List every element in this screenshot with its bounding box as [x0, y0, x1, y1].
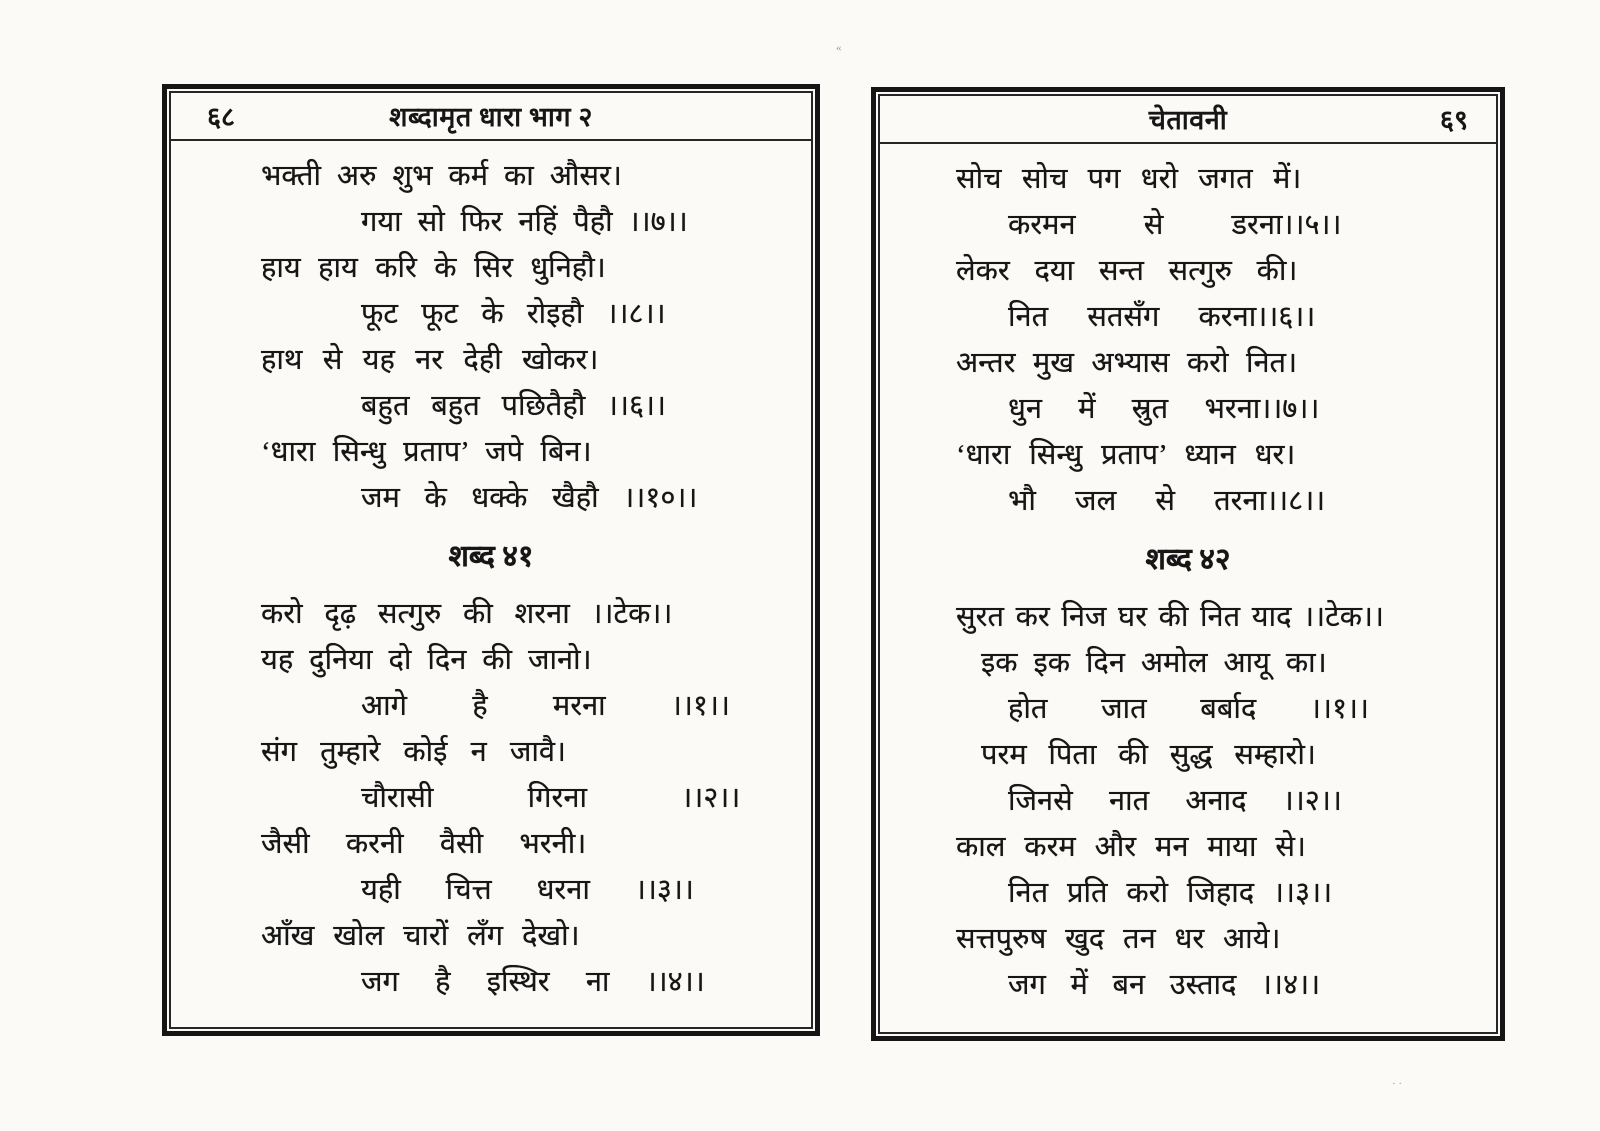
- verse-line: सत्तपुरुष खुद तन धर आये।: [956, 923, 1281, 955]
- verse-line: जग है इस्थिर ना ।।४।।: [361, 966, 705, 998]
- verse-text-right: [880, 144, 1496, 1008]
- verse-line: करमन से डरना।।५।।: [1008, 209, 1342, 241]
- verse-line: हाथ से यह नर देही खोकर।: [261, 344, 599, 376]
- verse-line: लेकर दया सन्त सत्गुरु की।: [956, 255, 1298, 287]
- verse-line: इक इक दिन अमोल आयू का।: [981, 647, 1327, 679]
- running-head-right: चेतावनी: [1148, 105, 1228, 135]
- verse-line: जग में बन उस्ताद ।।४।।: [1008, 969, 1321, 1001]
- verse-line: नित प्रति करो जिहाद ।।३।।: [1008, 877, 1333, 909]
- verse-line: फूट फूट के रोइहौ ।।८।।: [361, 298, 666, 330]
- section-heading: शब्द ४२: [1145, 543, 1231, 576]
- verse-line: यही चित्त धरना ।।३।।: [361, 874, 694, 906]
- verse-line: ‘धारा सिन्धु प्रताप’ जपे बिन।: [261, 436, 592, 468]
- page-left-header: [171, 93, 811, 141]
- section-heading: शब्द ४१: [448, 540, 534, 573]
- verse-line: नित सतसँग करना।।६।।: [1008, 301, 1316, 333]
- verse-line: ‘धारा सिन्धु प्रताप’ ध्यान धर।: [956, 439, 1296, 471]
- verse-line: जिनसे नात अनाद ।।२।।: [1008, 785, 1342, 817]
- verse-line: करो दृढ़ सत्गुरु की शरना ।।टेक।।: [261, 598, 673, 630]
- page-right-header: [880, 96, 1496, 144]
- verse-line: गया सो फिर नहिं पैहौ ।।७।।: [361, 206, 688, 238]
- verse-line: अन्तर मुख अभ्यास करो नित।: [956, 347, 1298, 379]
- verse-line: आँख खोल चारों लँग देखो।: [261, 920, 580, 952]
- verse-line: काल करम और मन माया से।: [956, 831, 1306, 863]
- scan-artifact: · ·: [1392, 1078, 1403, 1090]
- verse-line: परम पिता की सुद्ध सम्हारो।: [981, 739, 1316, 771]
- page-left-inner-border: [169, 91, 813, 1029]
- verse-line: सोच सोच पग धरो जगत में।: [956, 163, 1302, 195]
- book-page-left: [162, 84, 820, 1036]
- verse-line: बहुत बहुत पछितैहौ ।।६।।: [361, 390, 667, 422]
- verse-line: जैसी करनी वैसी भरनी।: [261, 828, 587, 860]
- page-number-right: ६९: [1439, 105, 1468, 135]
- verse-line: हाय हाय करि के सिर धुनिहौ।: [261, 252, 606, 284]
- running-head-left: शब्दामृत धारा भाग २: [389, 102, 593, 132]
- verse-text-left: [171, 141, 811, 1005]
- verse-line: होत जात बर्बाद ।।१।।: [1008, 693, 1370, 725]
- verse-line: संग तुम्हारे कोई न जावै।: [261, 736, 567, 768]
- verse-line: भक्ती अरु शुभ कर्म का औसर।: [261, 160, 622, 192]
- verse-line: भौ जल से तरना।।८।।: [1008, 485, 1326, 517]
- book-page-right: [871, 87, 1505, 1041]
- verse-line: यह दुनिया दो दिन की जानो।: [261, 644, 592, 676]
- verse-line: चौरासी गिरना ।।२।।: [361, 782, 741, 814]
- page-right-inner-border: [878, 94, 1498, 1034]
- page-number-left: ६८: [207, 102, 236, 132]
- verse-line: जम के धक्के खैहौ ।।१०।।: [361, 482, 698, 514]
- verse-line: सुरत कर निज घर की नित याद ।।टेक।।: [956, 601, 1384, 633]
- verse-line: धुन में स्रुत भरना।।७।।: [1008, 393, 1320, 425]
- scan-artifact: «: [836, 42, 842, 54]
- verse-line: आगे है मरना ।।१।।: [361, 690, 730, 722]
